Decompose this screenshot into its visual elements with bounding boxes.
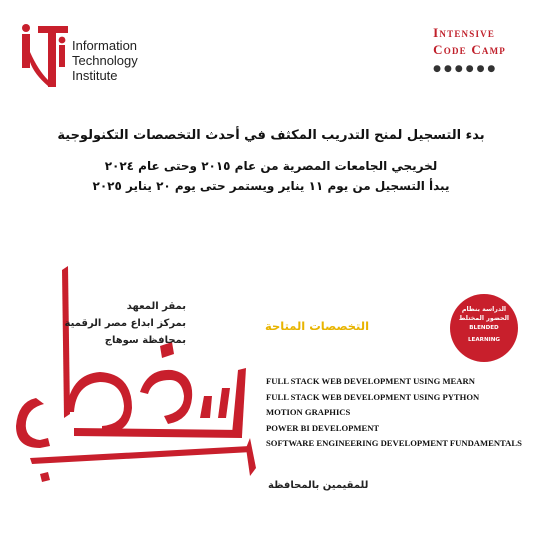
announcement-eligibility: لخريجي الجامعات المصرية من عام ٢٠١٥ وحتى عام ٢٠٢٤ [104,159,438,173]
announcement-title: بدء التسجيل لمنح التدريب المكثف في أحدث التخصصات التكنولوجية [57,128,485,143]
camp-line-2: Code Camp [433,42,506,57]
iti-logo [18,22,158,92]
residents-note: للمقيمين بالمحافظة [268,480,369,491]
location-line-2: بمركز ابداع مصر الرقمية [64,318,186,329]
badge-ar-line-1: الدراسة بنظام [461,306,507,313]
badge-en-line-2: LEARNING [467,337,501,343]
track-item: FULL STACK WEB DEVELOPMENT USING PYTHON [266,391,480,402]
track-item: FULL STACK WEB DEVELOPMENT USING MEARN [266,376,475,386]
camp-line-1: Intensive [433,25,496,40]
logo-line-2: Technology [72,53,138,68]
iti-logo-mark [18,22,78,92]
announcement [40,128,502,193]
announcement-dates: يبدأ التسجيل من يوم ١١ يناير ويستمر حتى يوم ٢٠ يناير ٢٠٢٥ [92,179,450,193]
badge-ar-line-2: الحضور المختلط [458,315,510,322]
available-tracks-heading: التخصصات المتاحة [264,319,370,333]
logo-line-3: Institute [72,68,118,83]
tracks-list [266,376,522,454]
code-camp-mark [433,24,506,74]
logo-wordmark [72,38,138,83]
location-line-1: بمقر المعهد [126,301,186,312]
badge-en-line-1: BLENDED [469,325,499,331]
track-item: POWER BI DEVELOPMENT [266,422,380,433]
blended-learning-badge [450,294,518,362]
location-block [64,298,186,349]
location-line-3: بمحافظة سوهاج [104,335,186,346]
logo-line-1: Information [72,38,138,53]
track-item: MOTION GRAPHICS [266,407,351,417]
camp-dots: ●●●●●● [433,64,499,74]
track-item: SOFTWARE ENGINEERING DEVELOPMENT FUNDAMENTALS [266,438,522,448]
